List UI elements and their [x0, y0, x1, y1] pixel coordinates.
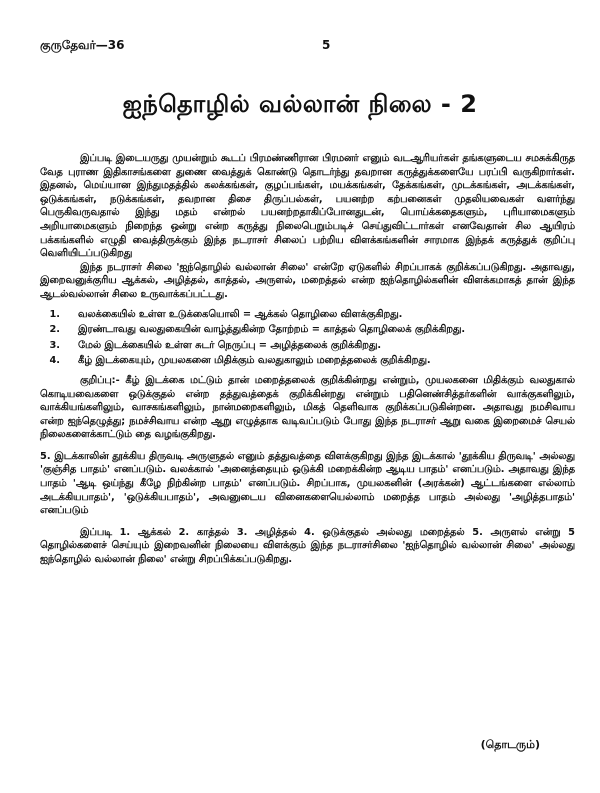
list-item — [40, 339, 575, 353]
list-item — [40, 308, 575, 322]
continued-marker: (தொடரும்) — [480, 738, 540, 751]
five-acts-list — [40, 308, 575, 368]
paragraph-closing: இப்படி 1. ஆக்கல் 2. காத்தல் 3. அழித்தல் 4. ஒடுக்குதல் அல்லது மறைத்தல் 5. அருளல் என்று 5 தொழில்களைச் செய்யும் இறைவனின் நிலையை விளக்கும் இந்த நடராசர்சிலை 'ஐந்தொழில் வல்லான் சிலை' அல்லது ஐந்தொழில் வல்லான் நிலை' என்று சிறப்பிக்கப்படுகிறது. — [40, 526, 575, 566]
list-item-number: 2. — [49, 324, 60, 336]
list-item-text: இரண்டாவது வலதுகையின் வாழ்த்துகின்ற தோற்றம் = காத்தல் தொழிலைக் குறிக்கிறது. — [78, 324, 466, 336]
paragraph-five-text: இடக்காலின் தூக்கிய திருவடி அருளுதல் எனும் தத்துவத்தை விளக்குகிறது இந்த இடக்கால் 'தூக்கிய திருவடி' அல்லது 'குஞ்சித பாதம்' எனப்படும். வலக்கால் 'அனைத்தையும் ஒடுக்கி மறைக்கின்ற ஆடிய பாதம்' எனப்படும். அதாவது இந்த பாதம் 'ஆடி ஒய்ந்து கீழே நிற்கின்ற பாதம்' எனப்படும். சிறப்பாக, முயலகனின் (அரக்கன்) ஆட்டங்களை எல்லாம் அடக்கியபாதம்', 'ஒடுக்கியபாதம்', அவனுடைய வினைகளையெல்லாம் மறைத்த பாதம் அல்லது 'அழித்தபாதம்' எனப்படும் — [40, 450, 575, 517]
list-item — [40, 354, 575, 368]
paragraph-five — [40, 450, 575, 518]
list-item — [40, 323, 575, 337]
list-item-number: 4. — [49, 355, 60, 367]
article-title: ஐந்தொழில் வல்லான் நிலை - 2 — [122, 90, 478, 118]
paragraph-note: குறிப்பு:- கீழ் இடக்கை மட்டும் தான் மறைத்தலைக் குறிக்கின்றது என்றும், முயலகனை மிதிக்கும் வலதுகால் கொடியவைகளை ஒடுக்குதல் என்ற தத்துவத்தைக் குறிக்கின்றது என்றும் பதினெண்சித்தர்களின் வாக்குகளிலும், வாக்கியங்களிலும், வாசகங்களிலும், நான்மறைகளிலும், மிகத் தெளிவாக குறிக்கப்படுகின்றன. அதாவது நமசிவாய என்ற ஐந்தெழுத்து; நமச்சிவாய என்ற ஆறு எழுத்தாக வடிவப்படும் போது இந்த நடராசர் ஆறு வகை இறைமைச் செயல் நிலைகளைக்காட்டும் தை வழங்குகிறது. — [40, 374, 575, 441]
paragraph-statue: இந்த நடராசர் சிலை 'ஐந்தொழில் வல்லான் சிலை' என்றே ஏடுகளில் சிறப்பாகக் குறிக்கப்படுகிறது. அதாவது, இறைவனுக்குரிய ஆக்கல், அழித்தல், காத்தல், அருளல், மறைத்தல் என்ற ஐந்தொழில்களின் விளக்கமாகத் தான் இந்த ஆடல்வல்லான் சிலை உருவாக்கப்பட்டது. — [40, 261, 575, 300]
page-number: 5 — [322, 38, 331, 52]
list-item-number: 3. — [49, 339, 60, 351]
paragraph-intro: இப்படி இடையருது முயன்றும் கூடப் பிரமண்ணிரான பிரமனர் எனும் வடஆரியர்கள் தங்களுடைய சமசுக்கிருத வேத புராண இதிகாசங்களை துணை வைத்துக் கொண்டு தொடர்ந்து தவறான கருத்துக்களையே பரப்பி வருகிறார்கள். இதனல், மெய்யான இந்துமதத்தில் கலக்கங்கள், குழப்பங்கள், மயக்கங்கள், தேக்கங்கள், முடக்கங்கள், அடக்கங்கள், ஒடுக்கங்கள், நடுக்கங்கள், தவறான திசை திருப்பல்கள், பயனற்ற கற்பனைகள் முதலியவைகள் வளர்ந்து பெருகிவருவதால் இந்து மதம் என்றல் பயனற்றதாகிப்போனதுடன், பொய்க்கதைகளும், புரியாமைகளும் அறியாமைகளும் நிறைந்த ஒன்று என்ற கருத்து நிலைபெறும்படிச் செய்துவிட்டார்கள் எனவேதான் சில ஆயிரம் பக்கங்களில் எழுதி வைத்திருக்கும் இந்த நடராசர் சிலைப் பற்றிய விளக்கங்களின் சாரமாக இந்தக் கருத்துக் குறிப்பு வெளியிடப்படுகிறது — [40, 153, 575, 260]
list-item-text: மேல் இடக்கையில் உள்ள சுடர் நெருப்பு = அழித்தலைக் குறிக்கிறது. — [78, 339, 382, 351]
article-body — [40, 152, 575, 567]
list-item-number: 1. — [49, 308, 60, 320]
list-item-text: கீழ் இடக்கையும், முயலகனை மிதிக்கும் வலதுகாலும் மறைத்தலைக் குறிக்கிறது. — [78, 355, 431, 367]
running-header: குருதேவர்—36 — [40, 38, 125, 52]
list-item-text: வலக்கையில் உள்ள உடுக்கையொலி = ஆக்கல் தொழிலை விளக்குகிறது. — [78, 308, 403, 320]
paragraph-five-number: 5. — [40, 450, 51, 462]
